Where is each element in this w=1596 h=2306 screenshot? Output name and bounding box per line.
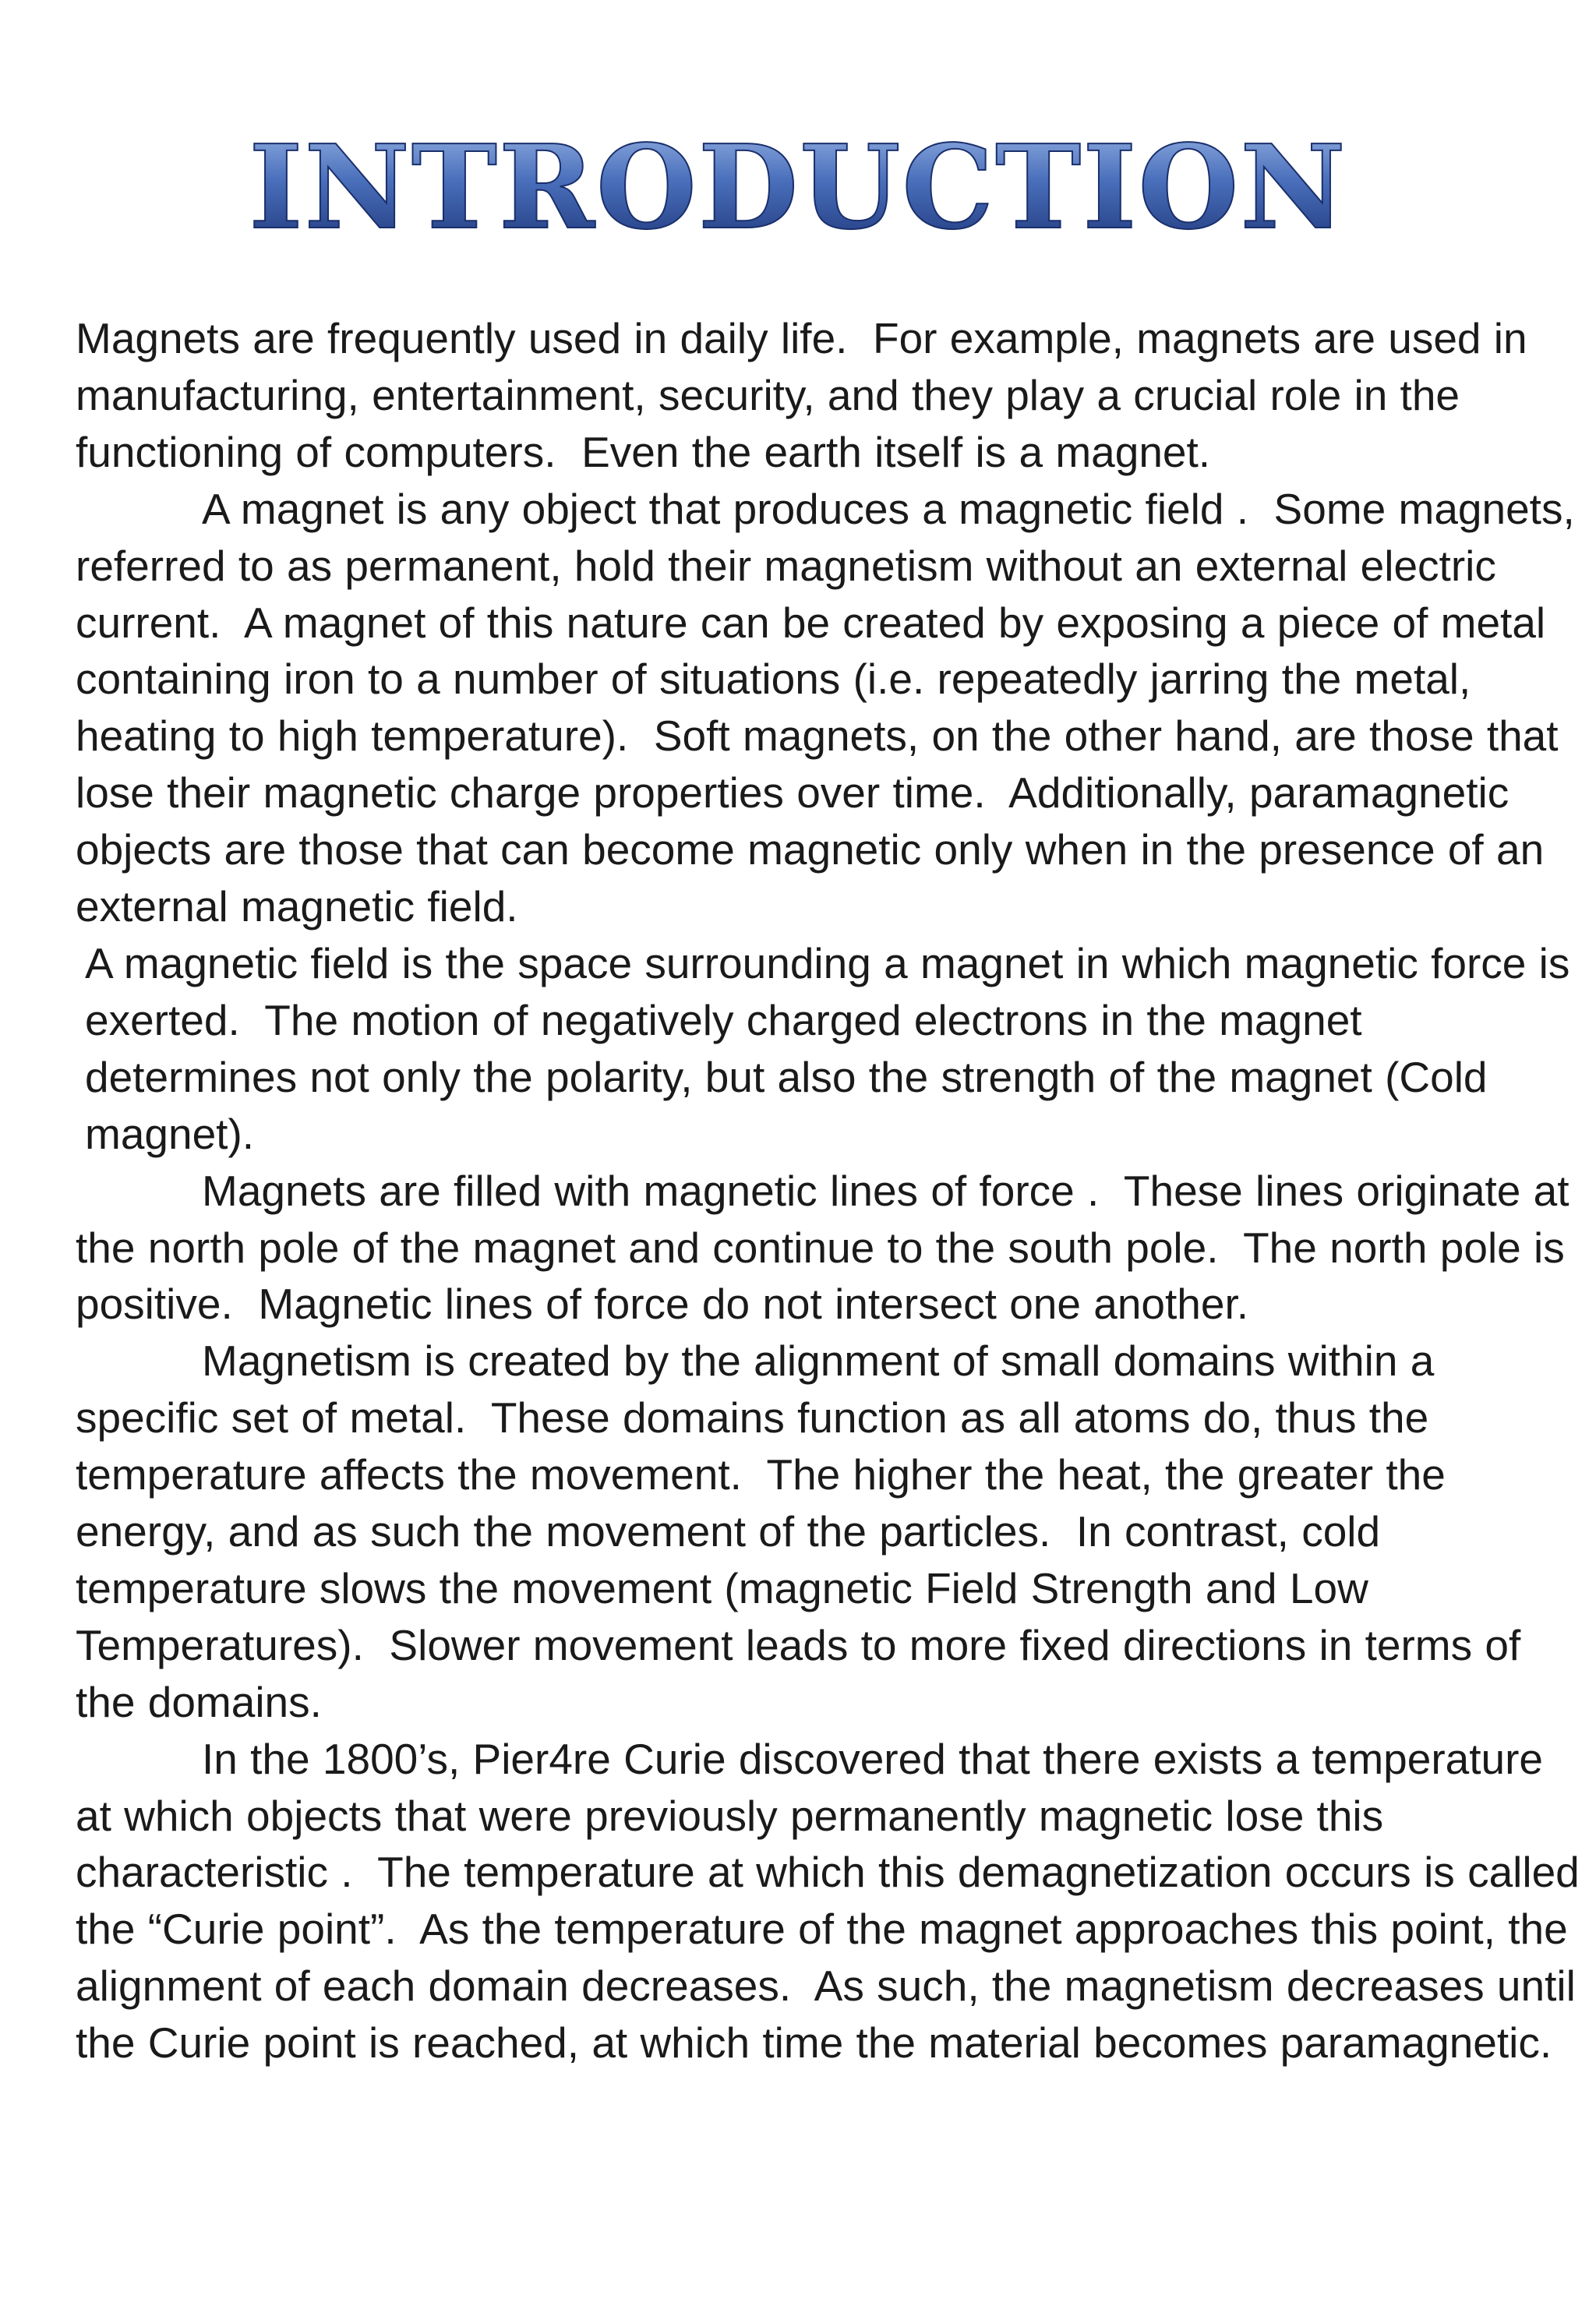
title-graphic bbox=[0, 140, 1596, 327]
paragraph-3: A magnetic field is the space surrounding a magnet in which magnetic force is exerted. The motion of negatively charged electrons in the magnet determines not only the polarity, but also the strength of the magnet (Cold magnet). bbox=[85, 938, 1583, 1158]
paragraph-1: Magnets are frequently used in daily life. For example, magnets are used in manufacturing, entertainment, security, and they play a crucial role in the functioning of computers. Even the earth itself is a magnet. bbox=[76, 314, 1540, 476]
paragraph-2: A magnet is any object that produces a magnetic field . Some magnets, referred to as permanent, hold their magnetism without an external electric current. A magnet of this nature can be created by exposing a piece of metal containing iron to a number of situations (i.e. repeatedly jarring the metal, heating to high temperature). Soft magnets, on the other hand, are those that lose their magnetic charge properties over time. Additionally, paramagnetic objects are those that can become magnetic only when in the presence of an external magnetic field. bbox=[76, 484, 1588, 931]
page-title: INTRODUCTION bbox=[249, 140, 1347, 255]
paragraph-4: Magnets are filled with magnetic lines of force . These lines originate at the north pole of the magnet and continue to the south pole. The north pole is positive. Magnetic lines of force do not intersect one another. bbox=[76, 1166, 1582, 1329]
title-banner bbox=[0, 140, 1596, 327]
paragraph-6: In the 1800’s, Pier4re Curie discovered that there exists a temperature at which objects that were previously permanently magnetic lose this characteristic . The temperature at which this demagnetization occurs is called the “Curie point”. As the temperature of the magnet approaches this point, the alignment of each domain decreases. As such, the magnetism decreases until the Curie point is reached, at which time the material becomes paramagnetic. bbox=[76, 1734, 1593, 2068]
paragraph-5: Magnetism is created by the alignment of small domains within a specific set of metal. These domains function as all atoms do, thus the temperature affects the movement. The higher the heat, the greater the energy, and as such the movement of the particles. In contrast, cold temperature slows the movement (magnetic Field Strength and Low Temperatures). Slower movement leads to more fixed directions in terms of the domains. bbox=[76, 1337, 1534, 1726]
body-text bbox=[76, 310, 1593, 2071]
